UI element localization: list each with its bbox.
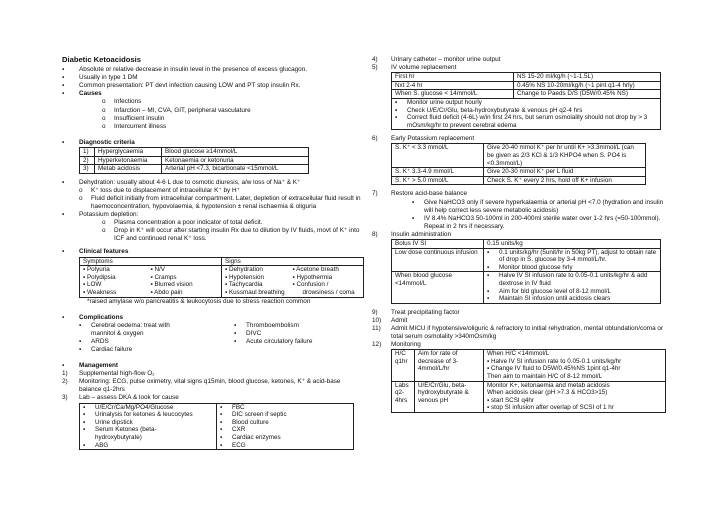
table-row: 1) Hyperglycaemia Blood glucose ≥14mmol/L: [80, 147, 309, 156]
management-item: 2) Monitoring: ECG, pulse oximetry, vital signs q15min, blood glucose, ketones, K⁺ & acid-base balance q1-2hrs: [62, 378, 341, 394]
step-item: 12) Monitoring: [372, 341, 421, 349]
list-item: ▪ Cardiac failure: [79, 346, 133, 353]
list-item: ▪ DIVC: [234, 329, 262, 337]
list-item: ▪ LOW: [83, 281, 102, 289]
step-item: 7) Restore acid-base balance: [372, 190, 468, 198]
list-item: ▪ Polydipsia: [83, 273, 116, 281]
table-row: Labs q2-4hrs U/E/Cr/Glu, beta-hydroxybutyrate & venous pH Monitor K+, ketonaemia and metab acidosis When acidosis clear (pH >7.3 & HCO3>15) ▪ start SCSI q4hr ▪ stop SI infusion after overlap of SCSI of 1 hr: [392, 381, 666, 412]
list-item: ▪ Acetone breath: [292, 266, 339, 274]
intro-item: ▪ Absolute or relative decrease in insulin level in the presence of excess glucagon.: [62, 66, 308, 74]
list-item: ▪ Cramps: [150, 273, 177, 281]
list-item: ▪ Acute circulatory failure: [234, 337, 313, 345]
diagnostic-heading: ▪ Diagnostic criteria: [62, 138, 135, 146]
potassium-table: [391, 143, 646, 185]
intro-item: ▪ Usually in type 1 DM: [62, 74, 138, 82]
iv-table: [391, 72, 661, 130]
list-item: ▪ Correct fluid deficit (4-6L) w/in first 24 hrs, but serum osmolality should not drop by > 3 mOsm/kg/hr to prevent cerebral edema: [395, 114, 648, 129]
list-item: ▪ DIC screen if septic: [220, 411, 287, 419]
potassium-subitem: o Plasma concentration a poor indicator of total deficit.: [102, 219, 263, 227]
list-item: ▪ Urine dipstick: [83, 418, 133, 426]
list-item: ▪ Urinalysis for ketones & leucocytes: [83, 411, 193, 419]
table-row: Low dose continuous infusion ▪ 0.1 units/kg/hr (5unit/hr in 50kg PT), adjust to obtain rate of drop in S. glucose by 3-4 mmol/L/hr. ▪ Monitor blood glucose hrly: [392, 248, 661, 272]
list-item: ▪ Cardiac enzymes: [220, 433, 281, 441]
management-item: 3) Lab – assess DKA & look for cause: [62, 394, 179, 402]
list-item: ▪ Confusion /: [292, 281, 329, 289]
cause-item: o Insufficient insulin: [102, 114, 165, 122]
list-item: ▪ 0.1 units/kg/hr (5unit/hr in 50kg PT), adjust to obtain rate of drop in S. glucose by 3-4 mmol/L/hr.: [487, 248, 657, 264]
document-title: Diabetic Ketoacidosis: [62, 55, 141, 64]
dehydration-item: ▪ Dehydration: usually about 4-6 L due to osmotic diuresis, a/w loss of Na⁺ & K⁺: [62, 178, 301, 186]
list-item: ▪ Tachycardia: [225, 281, 263, 289]
management-heading: ▪ Management: [62, 362, 119, 370]
list-item: ▪ Give NaHCO3 only if severe hyperkalaemia or arterial pH <7.0 (hydration and insulin will help correct less severe metabolic acidosis): [412, 198, 664, 214]
step-item: 9) Treat precipitating factor: [372, 308, 460, 316]
diagnostic-table: [79, 147, 309, 174]
list-item: ▪ Abdo pain: [150, 288, 183, 296]
symptoms-grid: [83, 266, 218, 296]
step-item: 4) Urinary catheter – monitor urine output: [372, 56, 501, 63]
left-column: [62, 56, 364, 450]
table-row: H/C q1hr Aim for rate of decrease of 3-4mmol/L/hr When H/C <14mmol/L ▪ Halve IV SI infusion rate to 0.05-0.1 units/kg/hr ▪ Change IV fluid to D5W/0.45%NS 1pint q1-4hr Then aim to maintain H/C of 8-12 mmol/L: [392, 350, 666, 381]
list-item: ▪ ECG: [220, 441, 246, 449]
acid-base-list: [412, 199, 672, 231]
table-row: Bolus IV SI 0.15 units/kg: [392, 239, 661, 248]
list-item: ▪ Thromboembolism: [234, 321, 299, 329]
list-item: ▪ Kussmaul breathing: [225, 288, 285, 296]
table-row: S. K⁺ < 3.3 mmol/L Give 20-40 mmol K⁺ per hr until K+ >3.3mmol/L (can be given as 2/3 KCl & 1/3 KHPO4 when S. PO4 is <0.3mmol/L): [392, 144, 646, 168]
list-item: ▪ Blurred vision: [150, 281, 193, 289]
causes-heading: ▪ Causes: [62, 90, 102, 98]
list-item: ▪ Maintain SI infusion until acidosis clears: [487, 295, 611, 303]
list-item: ▪ ARDS: [79, 337, 109, 345]
list-item: ▪ Monitor blood glucose hrly: [487, 263, 573, 271]
list-item: drowsiness / coma: [302, 288, 355, 296]
list-item: ▪ Weakness: [83, 288, 117, 296]
potassium-item: ▪ Potassium depletion:: [62, 211, 139, 219]
intro-item: ▪ Common presentation: PT devt infection causing LOW and PT stop insulin Rx.: [62, 82, 301, 90]
clinical-table: [79, 257, 364, 298]
table-row: 2) Hyperketonaemia Ketonaemia or ketonuria: [80, 156, 309, 165]
complications-list: [79, 322, 349, 354]
list-item: ▪ Blood culture: [220, 418, 269, 426]
table-row: [392, 98, 661, 129]
management-item: 1) Supplemental high-flow O₂: [62, 370, 155, 378]
table-row: Nxt 2-4 hr 0.45% NS 10-20ml/kg/h (~1 pint q1-4 hrly): [392, 81, 661, 90]
potassium-subitem: o Drop in K⁺ will occur after starting insulin Rx due to dilution by IV fluids, movt of K⁺ into ICF and continued renal K⁺ loss.: [102, 227, 360, 243]
complications-heading: ▪ Complications: [62, 313, 124, 321]
list-item: ▪ ABG: [83, 441, 109, 449]
cause-item: o Intercurrent illness: [102, 122, 167, 130]
table-row: [80, 403, 354, 450]
lab-table: [79, 403, 354, 451]
step-item: 10) Admit: [372, 316, 408, 324]
list-item: ▪ Polyuria: [83, 266, 110, 274]
list-item: ▪ CXR: [220, 426, 246, 434]
cause-item: o Infarction – MI, CVA, GIT, peripheral vasculature: [102, 106, 251, 114]
monitoring-table: [391, 349, 666, 413]
clinical-heading: ▪ Clinical features: [62, 248, 129, 256]
dehydration-subitem: o Fluid deficit initially from intracellular compartment. Later, depletion of extracellular fluid result in haemoconcentration, hypovolaemia, & hypotension ± renal ischaemia & oliguria: [79, 194, 361, 210]
table-row: First hr NS 15-20 ml/kg/h (~1-1.5L): [392, 73, 661, 82]
list-item: ▪ U/E/Cr/Ca/Mg/PO4/Glucose: [83, 403, 174, 411]
table-row: Symptoms Signs: [80, 257, 364, 266]
step-item: 5) IV volume replacement: [372, 64, 457, 72]
step-item: 11) Admit MICU if hypotensive/oliguric & refractory to initial rehydration, mental obtundation/coma or total serum osmolality >340mOsm/kg: [372, 324, 664, 340]
right-column: [372, 56, 672, 413]
list-item: ▪ IV 8.4% NaHCO3 50-100ml in 200-400ml sterile water over 1-2 hrs (=50-100mmol). Repeat in 2 hrs if necessary.: [412, 214, 661, 230]
list-item: ▪ Serum Ketones (beta-hydroxybutyrate): [83, 426, 157, 441]
table-row: 3) Metab acidosis Arterial pH <7.3, bicarbonate <15mmol/L: [80, 165, 309, 174]
list-item: ▪ Hypotension: [225, 273, 264, 281]
list-item: ▪ Hypothermia: [292, 273, 333, 281]
step-item: 8) Insulin administration: [372, 230, 452, 238]
list-item: ▪ Monitor urine output hourly: [395, 98, 482, 106]
table-row: S. K⁺ > 5.0 mmol/L Check S. K⁺ every 2 hrs, hold off K+ infusion: [392, 176, 646, 185]
clinical-note: *raised amylase w/o pancreatitis & leukocytosis due to stress reaction common: [87, 297, 311, 305]
table-row: When blood glucose <14mmol/L ▪ Halve IV SI infusion rate to 0.05-0.1 units/kg/hr & add dextrose in IV fluid ▪ Aim for bld glucose level of 8-12 mmol/L ▪ Maintain SI infusion until acidosis clears: [392, 272, 661, 303]
table-row: S. K⁺ 3.3-4.9 mmol/L Give 20-30 mmol K⁺ per L fluid: [392, 168, 646, 177]
insulin-table: [391, 239, 661, 304]
list-item: ▪ Aim for bld glucose level of 8-12 mmol/L: [487, 287, 611, 295]
list-item: ▪ Dehydration: [225, 266, 263, 274]
list-item: ▪ Check U/E/Cr/Glu, beta-hydroxybutyrate & venous pH q2-4 hrs: [395, 106, 583, 114]
dehydration-subitem: o K⁺ loss due to displacement of intracellular K⁺ by H⁺: [79, 186, 241, 194]
signs-grid: [225, 266, 360, 296]
list-item: ▪ FBC: [220, 403, 245, 411]
step-item: 6) Early Potassium replacement: [372, 135, 475, 143]
table-row: [80, 266, 364, 297]
list-item: ▪ N/V: [150, 266, 165, 274]
list-item: ▪ Halve IV SI infusion rate to 0.05-0.1 units/kg/hr & add dextrose in IV fluid: [487, 272, 648, 287]
cause-item: o Infections: [102, 98, 142, 106]
table-row: When S. glucose < 14mmol/L Change to Paeds D/S (D5W/0.45% NS): [392, 90, 661, 99]
list-item: ▪ Cerebral oedema: treat with mannitol & oxygen: [79, 321, 170, 337]
